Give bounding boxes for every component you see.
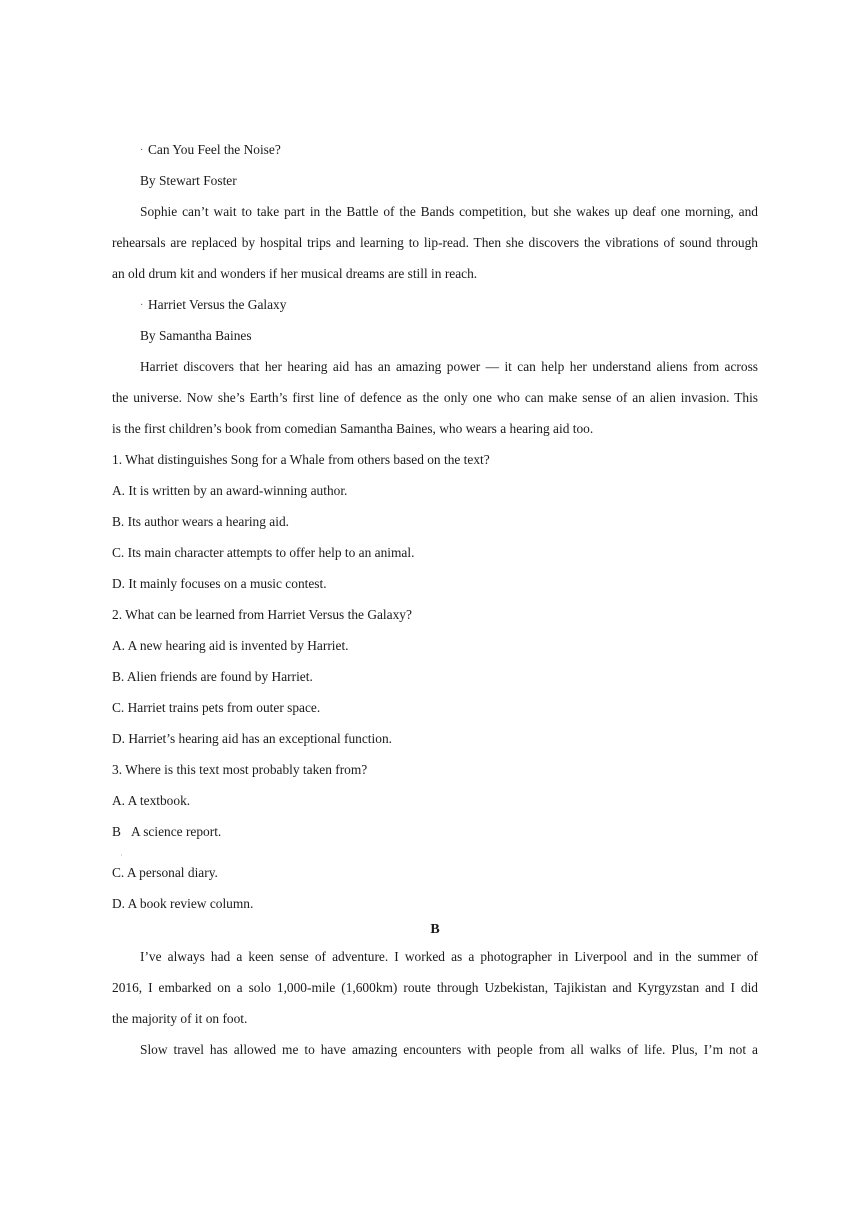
- answer-option: B. Alien friends are found by Harriet.: [112, 669, 313, 684]
- paragraph-line: an old drum kit and wonders if her musical dreams are still in reach.: [112, 266, 478, 281]
- bullet-icon: ·: [140, 300, 144, 312]
- document-page: [112, 134, 758, 1065]
- answer-option: D. A book review column.: [112, 896, 254, 911]
- answer-option: A. A new hearing aid is invented by Harriet.: [112, 638, 349, 653]
- paragraph-line: Harriet discovers that her hearing aid has an amazing power — it can help her understand aliens from across: [140, 359, 758, 374]
- paragraph-line: the majority of it on foot.: [112, 1011, 248, 1026]
- bullet-icon: ·: [140, 145, 144, 157]
- answer-option: C. A personal diary.: [112, 865, 218, 880]
- book-title-text: Can You Feel the Noise?: [148, 142, 281, 157]
- answer-option: A. It is written by an award-winning author.: [112, 483, 348, 498]
- section-heading: B: [430, 922, 440, 937]
- question-stem: 2. What can be learned from Harriet Versus the Galaxy?: [112, 607, 412, 622]
- answer-option: D. It mainly focuses on a music contest.: [112, 576, 327, 591]
- paragraph-line: rehearsals are replaced by hospital trips and learning to lip-read. Then she discovers the vibrations of sound through: [112, 235, 758, 250]
- answer-option: C. Harriet trains pets from outer space.: [112, 700, 321, 715]
- stray-mark-icon: ˙: [120, 853, 123, 862]
- answer-option: B. Its author wears a hearing aid.: [112, 514, 289, 529]
- answer-option: D. Harriet’s hearing aid has an exceptional function.: [112, 731, 392, 746]
- option-text: A science report.: [130, 824, 222, 839]
- paragraph-line: the universe. Now she’s Earth’s first line of defence as the only one who can make sense of an alien invasion. This: [112, 390, 758, 405]
- book-title: [112, 289, 758, 320]
- question-stem: 3. Where is this text most probably taken from?: [112, 762, 368, 777]
- answer-option: [112, 816, 758, 862]
- question-stem: 1. What distinguishes Song for a Whale from others based on the text?: [112, 452, 490, 467]
- paragraph-line: I’ve always had a keen sense of adventure. I worked as a photographer in Liverpool and in the summer of: [140, 949, 758, 964]
- paragraph-line: Sophie can’t wait to take part in the Battle of the Bands competition, but she wakes up deaf one morning, and: [140, 204, 758, 219]
- book-title: [112, 134, 758, 165]
- book-title-text: Harriet Versus the Galaxy: [148, 297, 287, 312]
- option-letter: B: [112, 824, 121, 839]
- answer-option: A. A textbook.: [112, 793, 191, 808]
- answer-option: C. Its main character attempts to offer help to an animal.: [112, 545, 415, 560]
- paragraph-line: is the first children’s book from comedian Samantha Baines, who wears a hearing aid too.: [112, 421, 594, 436]
- book-author: By Samantha Baines: [140, 328, 252, 343]
- book-author: By Stewart Foster: [140, 173, 237, 188]
- paragraph-line: 2016, I embarked on a solo 1,000-mile (1,600km) route through Uzbekistan, Tajikistan and Kyrgyzstan and I did: [112, 980, 758, 995]
- paragraph-line: Slow travel has allowed me to have amazing encounters with people from all walks of life. Plus, I’m not a: [140, 1042, 758, 1057]
